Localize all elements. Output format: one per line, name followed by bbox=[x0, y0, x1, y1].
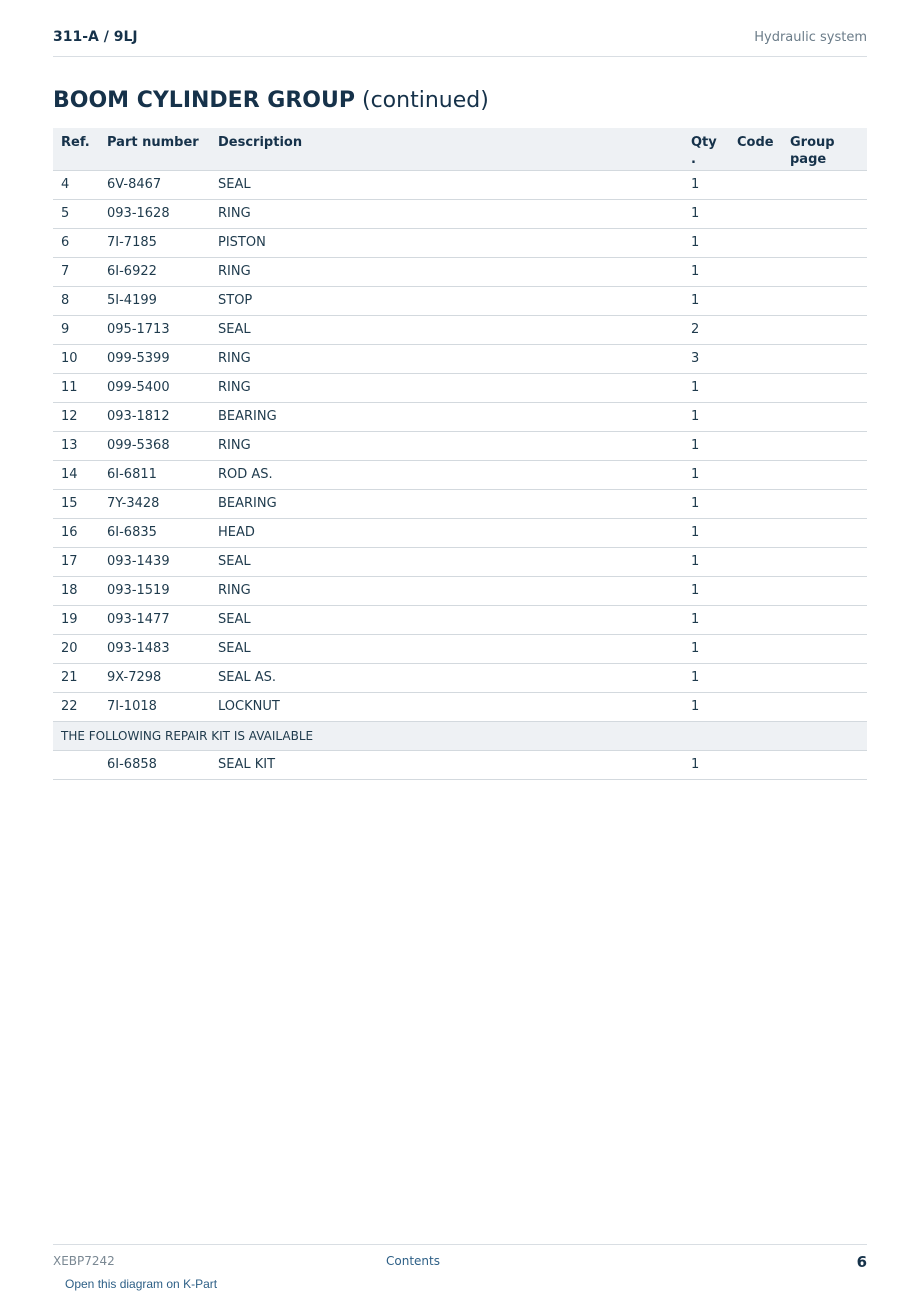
page-footer bbox=[53, 1244, 867, 1301]
cell-ref: 21 bbox=[53, 663, 99, 692]
cell-ref bbox=[53, 750, 99, 779]
table-row bbox=[53, 257, 867, 286]
cell-code bbox=[729, 489, 782, 518]
cell-group-page bbox=[782, 750, 867, 779]
cell-description: RING bbox=[210, 576, 683, 605]
cell-ref: 11 bbox=[53, 373, 99, 402]
cell-description: RING bbox=[210, 199, 683, 228]
parts-table bbox=[53, 128, 867, 780]
cell-ref: 7 bbox=[53, 257, 99, 286]
table-row bbox=[53, 547, 867, 576]
cell-ref: 19 bbox=[53, 605, 99, 634]
cell-group-page bbox=[782, 518, 867, 547]
cell-part-number: 7I-7185 bbox=[99, 228, 210, 257]
cell-qty: 1 bbox=[683, 373, 729, 402]
cell-part-number: 6I-6922 bbox=[99, 257, 210, 286]
cell-part-number: 6V-8467 bbox=[99, 170, 210, 199]
cell-group-page bbox=[782, 373, 867, 402]
cell-description: SEAL bbox=[210, 547, 683, 576]
cell-part-number: 099-5399 bbox=[99, 344, 210, 373]
table-row bbox=[53, 576, 867, 605]
cell-group-page bbox=[782, 257, 867, 286]
cell-code bbox=[729, 663, 782, 692]
cell-code bbox=[729, 228, 782, 257]
cell-code bbox=[729, 431, 782, 460]
table-row bbox=[53, 431, 867, 460]
cell-description: SEAL bbox=[210, 170, 683, 199]
cell-qty: 1 bbox=[683, 576, 729, 605]
cell-description: RING bbox=[210, 431, 683, 460]
cell-description: STOP bbox=[210, 286, 683, 315]
cell-part-number: 099-5400 bbox=[99, 373, 210, 402]
cell-ref: 6 bbox=[53, 228, 99, 257]
cell-qty: 1 bbox=[683, 402, 729, 431]
cell-group-page bbox=[782, 460, 867, 489]
table-row bbox=[53, 750, 867, 779]
cell-description: SEAL AS. bbox=[210, 663, 683, 692]
cell-qty: 1 bbox=[683, 286, 729, 315]
table-row bbox=[53, 402, 867, 431]
table-row bbox=[53, 228, 867, 257]
cell-part-number: 093-1483 bbox=[99, 634, 210, 663]
table-row bbox=[53, 692, 867, 721]
header-code: Code bbox=[729, 128, 782, 170]
cell-qty: 1 bbox=[683, 518, 729, 547]
cell-code bbox=[729, 750, 782, 779]
cell-group-page bbox=[782, 199, 867, 228]
cell-part-number: 093-1519 bbox=[99, 576, 210, 605]
cell-code bbox=[729, 634, 782, 663]
cell-code bbox=[729, 460, 782, 489]
cell-description: HEAD bbox=[210, 518, 683, 547]
cell-ref: 12 bbox=[53, 402, 99, 431]
cell-part-number: 5I-4199 bbox=[99, 286, 210, 315]
cell-qty: 1 bbox=[683, 663, 729, 692]
cell-ref: 20 bbox=[53, 634, 99, 663]
cell-code bbox=[729, 257, 782, 286]
cell-qty: 1 bbox=[683, 489, 729, 518]
cell-code bbox=[729, 547, 782, 576]
cell-ref: 8 bbox=[53, 286, 99, 315]
cell-part-number: 093-1628 bbox=[99, 199, 210, 228]
cell-code bbox=[729, 199, 782, 228]
cell-code bbox=[729, 576, 782, 605]
cell-group-page bbox=[782, 315, 867, 344]
cell-qty: 1 bbox=[683, 547, 729, 576]
cell-group-page bbox=[782, 344, 867, 373]
cell-code bbox=[729, 373, 782, 402]
cell-group-page bbox=[782, 402, 867, 431]
cell-ref: 16 bbox=[53, 518, 99, 547]
cell-part-number: 093-1812 bbox=[99, 402, 210, 431]
cell-group-page bbox=[782, 170, 867, 199]
cell-ref: 9 bbox=[53, 315, 99, 344]
cell-description: SEAL KIT bbox=[210, 750, 683, 779]
cell-ref: 14 bbox=[53, 460, 99, 489]
cell-description: SEAL bbox=[210, 605, 683, 634]
cell-qty: 1 bbox=[683, 750, 729, 779]
cell-description: RING bbox=[210, 257, 683, 286]
cell-ref: 4 bbox=[53, 170, 99, 199]
cell-group-page bbox=[782, 692, 867, 721]
cell-ref: 18 bbox=[53, 576, 99, 605]
table-row bbox=[53, 634, 867, 663]
table-row bbox=[53, 170, 867, 199]
cell-qty: 1 bbox=[683, 228, 729, 257]
cell-description: PISTON bbox=[210, 228, 683, 257]
cell-qty: 2 bbox=[683, 315, 729, 344]
repair-kit-note: THE FOLLOWING REPAIR KIT IS AVAILABLE bbox=[53, 721, 867, 750]
cell-part-number: 6I-6858 bbox=[99, 750, 210, 779]
cell-qty: 1 bbox=[683, 634, 729, 663]
page-title bbox=[53, 88, 489, 113]
header-description: Description bbox=[210, 128, 683, 170]
cell-part-number: 9X-7298 bbox=[99, 663, 210, 692]
cell-group-page bbox=[782, 431, 867, 460]
cell-part-number: 093-1439 bbox=[99, 547, 210, 576]
cell-qty: 3 bbox=[683, 344, 729, 373]
cell-part-number: 095-1713 bbox=[99, 315, 210, 344]
section-label: Hydraulic system bbox=[754, 30, 867, 45]
table-row bbox=[53, 315, 867, 344]
contents-link[interactable]: Contents bbox=[386, 1254, 440, 1268]
kpart-link[interactable]: Open this diagram on K-Part bbox=[65, 1277, 218, 1291]
cell-group-page bbox=[782, 576, 867, 605]
cell-qty: 1 bbox=[683, 170, 729, 199]
header-part-number: Part number bbox=[99, 128, 210, 170]
cell-group-page bbox=[782, 228, 867, 257]
table-row bbox=[53, 199, 867, 228]
table-row bbox=[53, 344, 867, 373]
header-group-page: Group page bbox=[782, 128, 867, 170]
cell-part-number: 093-1477 bbox=[99, 605, 210, 634]
page-number: 6 bbox=[856, 1253, 867, 1271]
cell-code bbox=[729, 692, 782, 721]
cell-group-page bbox=[782, 489, 867, 518]
cell-description: BEARING bbox=[210, 402, 683, 431]
table-row bbox=[53, 489, 867, 518]
cell-description: SEAL bbox=[210, 315, 683, 344]
cell-qty: 1 bbox=[683, 692, 729, 721]
cell-description: SEAL bbox=[210, 634, 683, 663]
cell-ref: 17 bbox=[53, 547, 99, 576]
repair-kit-note-row bbox=[53, 721, 867, 750]
table-row bbox=[53, 373, 867, 402]
cell-qty: 1 bbox=[683, 431, 729, 460]
header-ref: Ref. bbox=[53, 128, 99, 170]
cell-part-number: 6I-6835 bbox=[99, 518, 210, 547]
cell-part-number: 7Y-3428 bbox=[99, 489, 210, 518]
cell-description: RING bbox=[210, 373, 683, 402]
document-id: XEBP7242 bbox=[53, 1254, 115, 1268]
parts-table-body bbox=[53, 170, 867, 779]
cell-group-page bbox=[782, 663, 867, 692]
cell-ref: 22 bbox=[53, 692, 99, 721]
cell-part-number: 7I-1018 bbox=[99, 692, 210, 721]
table-header-row bbox=[53, 128, 867, 170]
cell-part-number: 099-5368 bbox=[99, 431, 210, 460]
table-row bbox=[53, 518, 867, 547]
table-row bbox=[53, 605, 867, 634]
table-row bbox=[53, 460, 867, 489]
cell-code bbox=[729, 344, 782, 373]
cell-ref: 10 bbox=[53, 344, 99, 373]
cell-qty: 1 bbox=[683, 257, 729, 286]
cell-ref: 13 bbox=[53, 431, 99, 460]
cell-group-page bbox=[782, 634, 867, 663]
cell-description: LOCKNUT bbox=[210, 692, 683, 721]
cell-description: RING bbox=[210, 344, 683, 373]
cell-qty: 1 bbox=[683, 199, 729, 228]
table-row bbox=[53, 286, 867, 315]
model-label: 311-A / 9LJ bbox=[53, 29, 138, 45]
cell-ref: 15 bbox=[53, 489, 99, 518]
cell-code bbox=[729, 402, 782, 431]
cell-part-number: 6I-6811 bbox=[99, 460, 210, 489]
cell-group-page bbox=[782, 286, 867, 315]
title-suffix: (continued) bbox=[362, 88, 489, 113]
cell-description: BEARING bbox=[210, 489, 683, 518]
cell-group-page bbox=[782, 605, 867, 634]
cell-description: ROD AS. bbox=[210, 460, 683, 489]
cell-qty: 1 bbox=[683, 460, 729, 489]
cell-code bbox=[729, 518, 782, 547]
cell-qty: 1 bbox=[683, 605, 729, 634]
cell-code bbox=[729, 315, 782, 344]
cell-code bbox=[729, 605, 782, 634]
cell-code bbox=[729, 286, 782, 315]
page-header bbox=[53, 28, 867, 57]
cell-code bbox=[729, 170, 782, 199]
header-qty: Qty . bbox=[683, 128, 729, 170]
cell-ref: 5 bbox=[53, 199, 99, 228]
title-main: BOOM CYLINDER GROUP bbox=[53, 88, 355, 113]
table-row bbox=[53, 663, 867, 692]
cell-group-page bbox=[782, 547, 867, 576]
